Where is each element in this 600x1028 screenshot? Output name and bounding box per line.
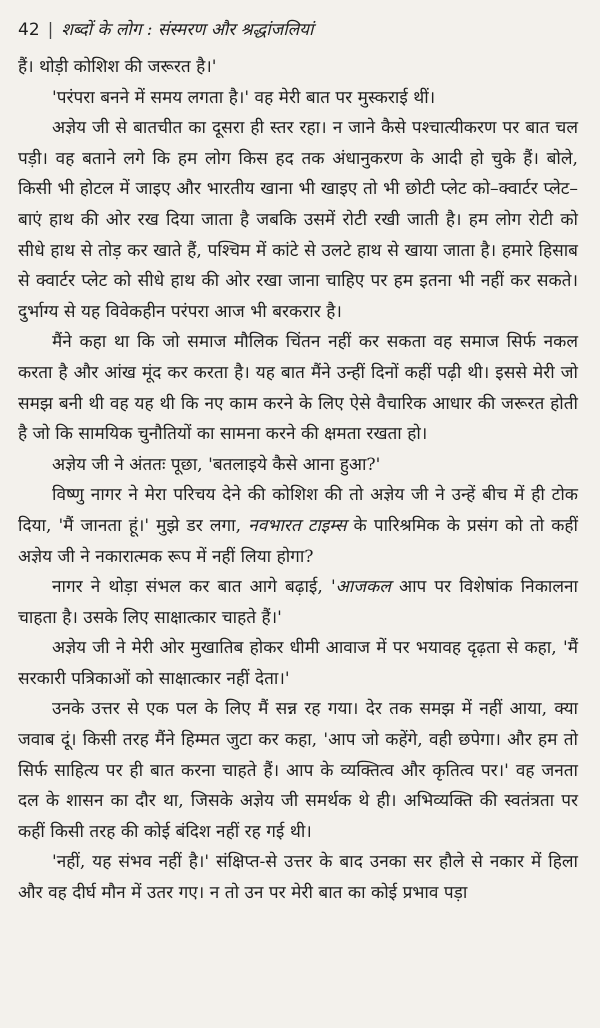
paragraph-2: 'परंपरा बनने में समय लगता है।' वह मेरी बात पर मुस्कराई थीं। — [52, 87, 436, 108]
magazine-name: आजकल — [335, 577, 391, 598]
paragraph-5: अज्ञेय जी ने अंततः पूछा, 'बतलाइये कैसे आना हुआ?' — [52, 454, 381, 475]
paragraph-3: अज्ञेय जी से बातचीत का दूसरा ही स्तर रहा। न जाने कैसे पश्चात्यीकरण पर बात चल पड़ी। वह बताने लगे कि हम लोग किस हद तक अंधानुकरण के आदी हो चुके हैं। बोले, किसी भी होटल में जाइए और भारतीय खाना भी खाइए तो भी छोटी प्लेट को–क्वार्टर प्लेट–बाएं हाथ की ओर रख दिया जाता है जबकि उसमें रोटी रखी जाती है। हम लोग रोटी को सीधे हाथ से तोड़ कर खाते हैं, पश्चिम में कांटे से उलटे हाथ से खाया जाता है। हमारे हिसाब से क्वार्टर प्लेट को सीधे हाथ की ओर रखा जाना चाहिए पर हम इतना भी नहीं कर सकते। दुर्भाग्य से यह विवेकहीन परंपरा आज भी बरकरार है। — [18, 118, 578, 322]
paragraph-7-text-b: आप पर विशेषांक निकालना चाहता है। उसके लिए साक्षात्कार चाहते हैं।' — [18, 577, 578, 628]
paragraph-7-text-a: नागर ने थोड़ा संभल कर बात आगे बढ़ाई, ' — [52, 577, 336, 598]
paragraph-9: उनके उत्तर से एक पल के लिए मैं सन्न रह गया। देर तक समझ में नहीं आया, क्या जवाब दूं। किसी तरह मैंने हिम्मत जुटा कर कहा, 'आप जो कहेंगे, वही छपेगा। और हम तो सिर्फ साहित्य पर ही बात करना चाहते हैं। आप के व्यक्तित्व और कृतित्व पर।' वह जनता दल के शासन का दौर था, जिसके अज्ञेय जी समर्थक थे ही। अभिव्यक्ति की स्वतंत्रता पर कहीं किसी तरह की कोई बंदिश नहीं रह गई थी। — [18, 699, 578, 842]
paragraph-7 — [18, 572, 578, 633]
page-body — [18, 52, 578, 909]
paragraph-10: 'नहीं, यह संभव नहीं है।' संक्षिप्त-से उत्तर के बाद उनका सर हौले से नकार में हिला और वह दीर्घ मौन में उतर गए। न तो उन पर मेरी बात का कोई प्रभाव पड़ा — [18, 852, 578, 904]
running-title: शब्दों के लोग : संस्मरण और श्रद्धांजलियां — [61, 20, 314, 40]
newspaper-name: नवभारत टाइम्स — [248, 515, 347, 536]
page-header — [18, 16, 578, 44]
paragraph-6-text-b: के पारिश्रमिक के प्रसंग को तो कहीं अज्ञेय जी ने नकारात्मक रूप में नहीं लिया होगा? — [18, 515, 578, 567]
paragraph-6-text-a: विष्णु नागर ने मेरा परिचय देने की कोशिश की तो अज्ञेय जी ने उन्हें बीच में ही टोक दिया, 'मैं जानता हूं।' मुझे डर लगा, — [18, 485, 578, 536]
paragraph-4: मैंने कहा था कि जो समाज मौलिक चिंतन नहीं कर सकता वह समाज सिर्फ नकल करता है और आंख मूंद कर करता है। यह बात मैंने उन्हीं दिनों कहीं पढ़ी थी। इससे मेरी जो समझ बनी थी वह यह थी कि नए काम करने के लिए ऐसे वैचारिक आधार की जरूरत होती है जो कि सामयिक चुनौतियों का सामना करने की क्षमता रखता हो। — [18, 332, 578, 445]
paragraph-1: हैं। थोड़ी कोशिश की जरूरत है।' — [18, 57, 217, 77]
paragraph-6 — [18, 480, 578, 572]
header-separator: | — [47, 20, 54, 40]
paragraph-8: अज्ञेय जी ने मेरी ओर मुखातिब होकर धीमी आवाज में पर भयावह दृढ़ता से कहा, 'मैं सरकारी पत्रिकाओं को साक्षात्कार नहीं देता।' — [18, 638, 578, 689]
page-number: 42 — [18, 20, 40, 40]
